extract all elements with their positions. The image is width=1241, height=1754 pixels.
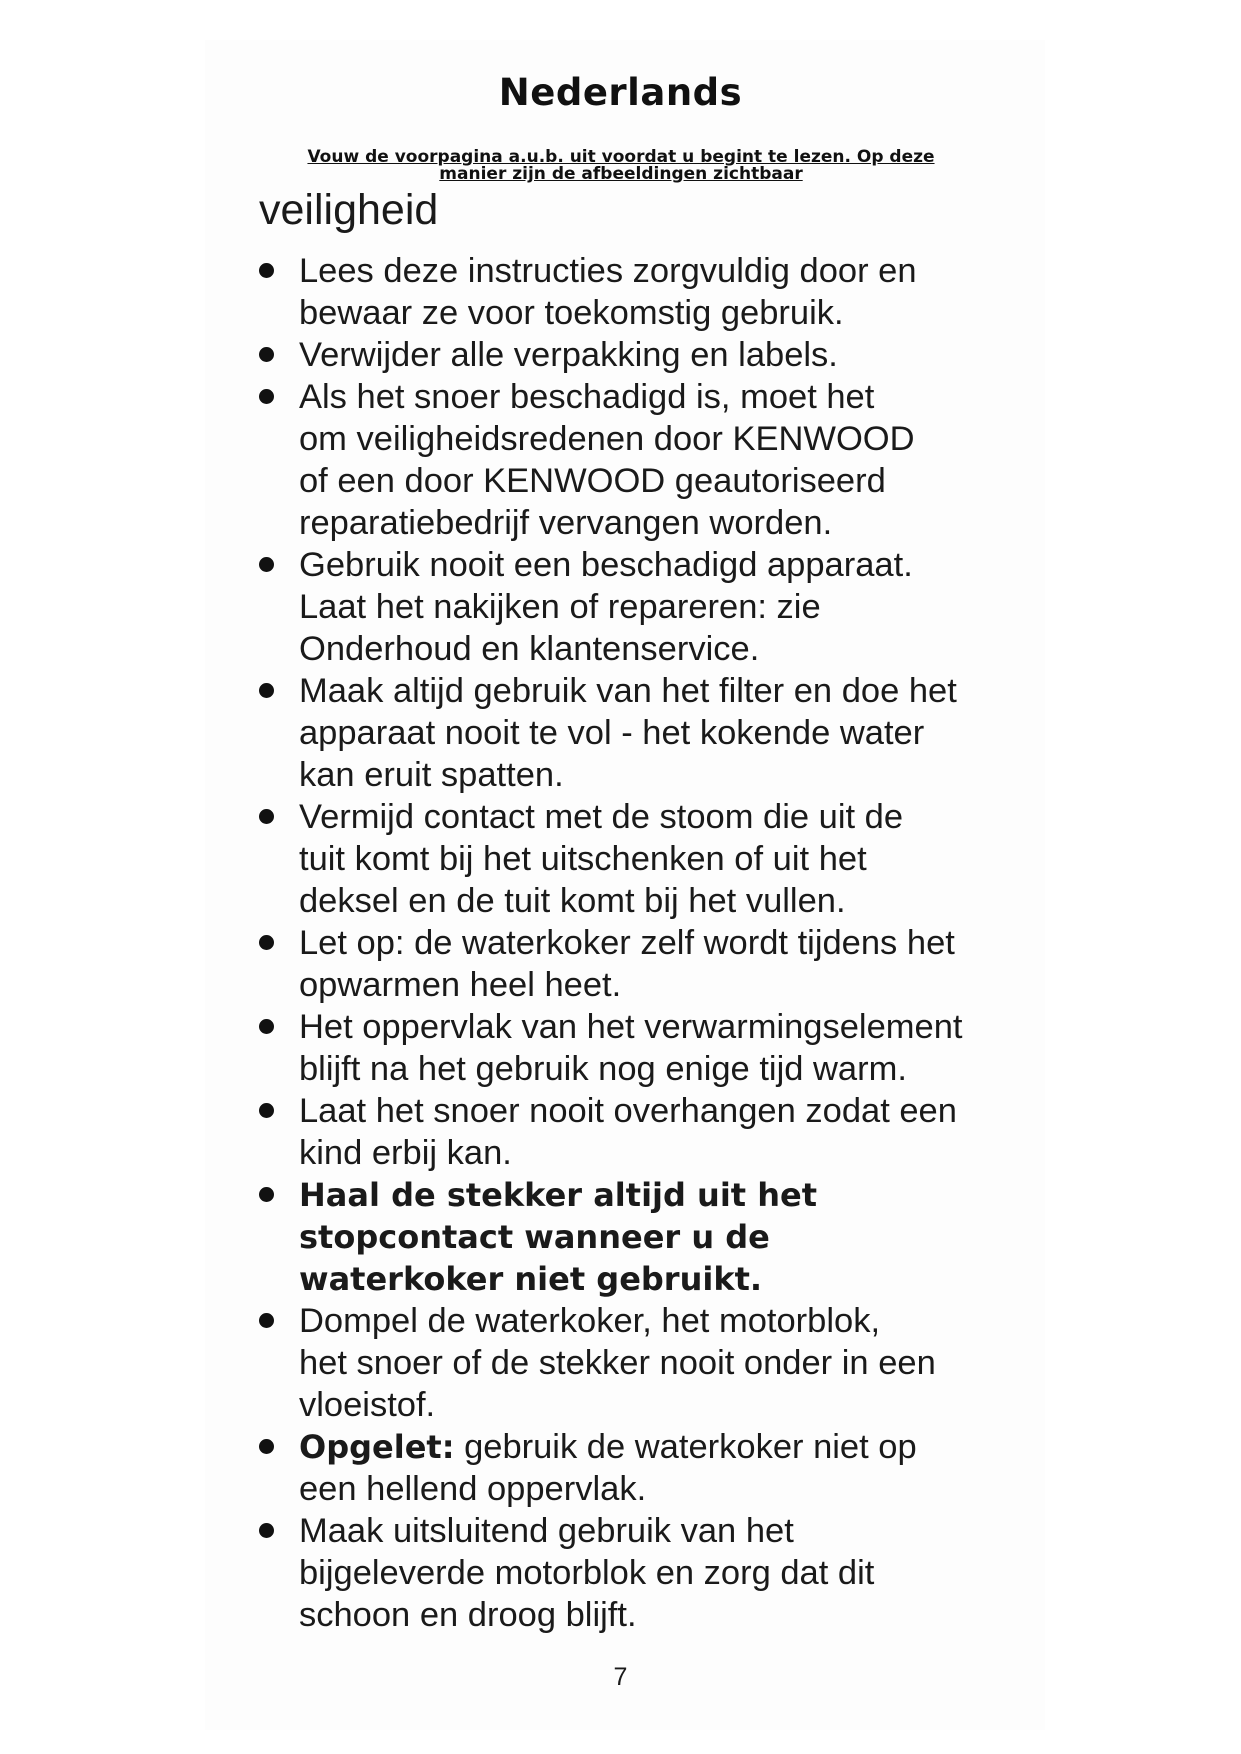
bullet-icon <box>259 935 274 950</box>
bullet-icon <box>259 557 274 572</box>
safety-item <box>257 376 1017 544</box>
safety-item <box>257 1426 1017 1510</box>
safety-item-text: Let op: de waterkoker zelf wordt tijdens het opwarmen heel heet. <box>299 924 955 1004</box>
page-number: 7 <box>613 1663 628 1691</box>
safety-instructions-list <box>257 250 1017 1636</box>
fold-out-instruction: Vouw de voorpagina a.u.b. uit voordat u begint te lezen. Op deze manier zijn de afbeeldingen zichtbaar <box>307 147 935 184</box>
safety-item-text <box>299 1426 1017 1510</box>
safety-item-text: Verwijder alle verpakking en labels. <box>299 336 838 374</box>
bullet-icon <box>259 1103 274 1118</box>
safety-item <box>257 334 1017 376</box>
bullet-icon <box>259 1523 274 1538</box>
safety-item-text-bold: Haal de stekker altijd uit het stopcontact wanneer u de waterkoker niet gebruikt. <box>299 1176 818 1298</box>
warning-lead: Opgelet: <box>299 1428 455 1466</box>
language-heading: Nederlands <box>498 71 743 114</box>
safety-item-text: Lees deze instructies zorgvuldig door en bewaar ze voor toekomstig gebruik. <box>299 252 917 332</box>
bullet-icon <box>259 347 274 362</box>
safety-item-text: Dompel de waterkoker, het motorblok, het snoer of de stekker nooit onder in een vloeistof. <box>299 1302 936 1424</box>
safety-item <box>257 796 1017 922</box>
safety-item-text: Maak uitsluitend gebruik van het bijgeleverde motorblok en zorg dat dit schoon en droog blijft. <box>299 1512 875 1634</box>
safety-item-text: Laat het snoer nooit overhangen zodat een kind erbij kan. <box>299 1092 957 1172</box>
safety-item-text: Maak altijd gebruik van het filter en doe het apparaat nooit te vol - het kokende water kan eruit spatten. <box>299 672 957 794</box>
safety-item <box>257 1090 1017 1174</box>
safety-item <box>257 670 1017 796</box>
bullet-icon <box>259 683 274 698</box>
section-title: veiligheid <box>259 186 439 234</box>
bullet-icon <box>259 263 274 278</box>
safety-item <box>257 1510 1017 1636</box>
safety-item-text: Als het snoer beschadigd is, moet het om veiligheidsredenen door KENWOOD of een door KENWOOD geautoriseerd reparatiebedrijf vervangen worden. <box>299 378 915 542</box>
bullet-icon <box>259 809 274 824</box>
bullet-icon <box>259 1439 274 1454</box>
safety-item <box>257 1006 1017 1090</box>
safety-item <box>257 250 1017 334</box>
bullet-icon <box>259 1019 274 1034</box>
warning-text: gebruik de waterkoker niet op een hellend oppervlak. <box>299 1428 917 1508</box>
safety-item <box>257 922 1017 1006</box>
safety-item <box>257 544 1017 670</box>
safety-item-text: Gebruik nooit een beschadigd apparaat. Laat het nakijken of repareren: zie Onderhoud en klantenservice. <box>299 546 913 668</box>
safety-item <box>257 1300 1017 1426</box>
bullet-icon <box>259 1187 274 1202</box>
safety-item-text: Het oppervlak van het verwarmingselement blijft na het gebruik nog enige tijd warm. <box>299 1008 963 1088</box>
bullet-icon <box>259 389 274 404</box>
safety-item-emphasized <box>257 1174 1017 1300</box>
bullet-icon <box>259 1313 274 1328</box>
safety-item-text: Vermijd contact met de stoom die uit de tuit komt bij het uitschenken of uit het deksel en de tuit komt bij het vullen. <box>299 798 904 920</box>
